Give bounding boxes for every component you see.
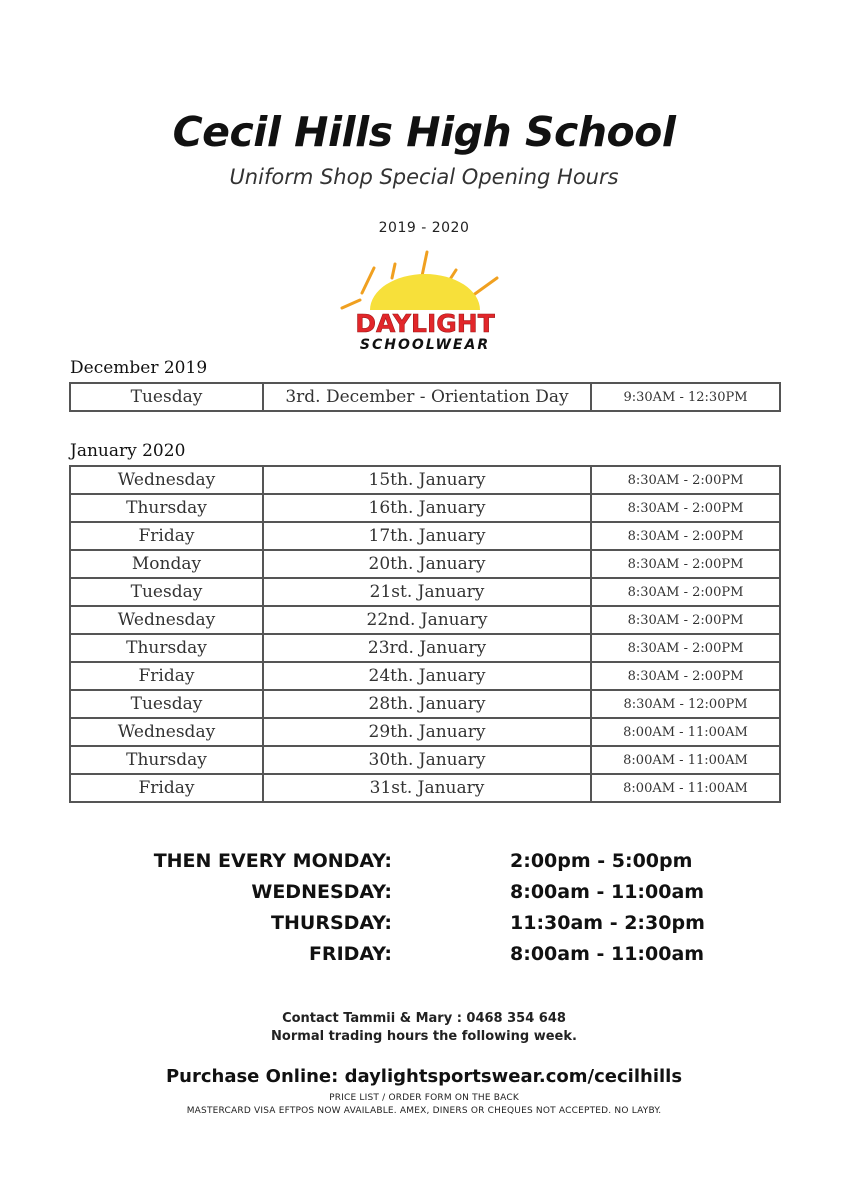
day-cell: Wednesday [70, 606, 263, 634]
normal-hours-note: Normal trading hours the following week. [271, 1029, 577, 1044]
schedule-row [0, 850, 848, 881]
day-cell: Thursday [70, 634, 263, 662]
december-heading: December 2019 [70, 358, 208, 378]
day-cell: Tuesday [70, 690, 263, 718]
date-cell: 29th. January [263, 718, 591, 746]
date-cell: 30th. January [263, 746, 591, 774]
schedule-day: FRIDAY: [308, 943, 392, 965]
contact-block [0, 1010, 848, 1046]
time-cell: 8:30AM - 12:00PM [591, 690, 780, 718]
table-row [70, 578, 780, 606]
date-cell: 24th. January [263, 662, 591, 690]
day-cell: Friday [70, 662, 263, 690]
schedule-day: WEDNESDAY: [251, 881, 392, 903]
table-row [70, 662, 780, 690]
schedule-day: THEN EVERY MONDAY: [153, 850, 392, 872]
page-title: Cecil Hills High School [172, 108, 676, 156]
ongoing-schedule [0, 850, 848, 974]
table-row [70, 718, 780, 746]
purchase-online: Purchase Online: daylightsportswear.com/cecilhills [165, 1066, 683, 1087]
payment-note: MASTERCARD VISA EFTPOS NOW AVAILABLE. AMEX, DINERS OR CHEQUES NOT ACCEPTED. NO LAYBY. [186, 1106, 662, 1116]
time-cell: 8:30AM - 2:00PM [591, 522, 780, 550]
december-table [69, 382, 781, 412]
schedule-time: 11:30am - 2:30pm [510, 912, 705, 934]
day-cell: Wednesday [70, 718, 263, 746]
date-cell: 20th. January [263, 550, 591, 578]
schedule-time: 2:00pm - 5:00pm [510, 850, 693, 872]
brand-line1: DAYLIGHT [355, 309, 495, 338]
time-cell: 9:30AM - 12:30PM [591, 383, 780, 411]
brand-line2: SCHOOLWEAR [359, 337, 491, 352]
date-cell: 17th. January [263, 522, 591, 550]
date-cell: 3rd. December - Orientation Day [263, 383, 591, 411]
schedule-row [0, 912, 848, 943]
table-row [70, 466, 780, 494]
date-cell: 16th. January [263, 494, 591, 522]
daylight-schoolwear-logo [322, 248, 528, 352]
year-range: 2019 - 2020 [378, 220, 470, 236]
schedule-row [0, 943, 848, 974]
time-cell: 8:30AM - 2:00PM [591, 550, 780, 578]
time-cell: 8:30AM - 2:00PM [591, 466, 780, 494]
time-cell: 8:30AM - 2:00PM [591, 662, 780, 690]
day-cell: Tuesday [70, 578, 263, 606]
date-cell: 28th. January [263, 690, 591, 718]
day-cell: Monday [70, 550, 263, 578]
contact-line: Contact Tammii & Mary : 0468 354 648 [282, 1011, 566, 1026]
price-list-note: PRICE LIST / ORDER FORM ON THE BACK [329, 1093, 519, 1103]
table-row [70, 494, 780, 522]
table-row [70, 634, 780, 662]
day-cell: Friday [70, 522, 263, 550]
date-cell: 15th. January [263, 466, 591, 494]
table-row [70, 383, 780, 411]
january-heading: January 2020 [70, 441, 186, 461]
date-cell: 23rd. January [263, 634, 591, 662]
table-row [70, 746, 780, 774]
time-cell: 8:00AM - 11:00AM [591, 774, 780, 802]
time-cell: 8:30AM - 2:00PM [591, 634, 780, 662]
schedule-time: 8:00am - 11:00am [510, 943, 705, 965]
table-row [70, 522, 780, 550]
page-subtitle: Uniform Shop Special Opening Hours [229, 165, 619, 189]
schedule-row [0, 881, 848, 912]
day-cell: Thursday [70, 494, 263, 522]
time-cell: 8:30AM - 2:00PM [591, 494, 780, 522]
date-cell: 31st. January [263, 774, 591, 802]
day-cell: Tuesday [70, 383, 263, 411]
table-row [70, 690, 780, 718]
sun-icon [370, 274, 480, 310]
schedule-day: THURSDAY: [271, 912, 392, 934]
january-table [69, 465, 781, 803]
time-cell: 8:30AM - 2:00PM [591, 578, 780, 606]
table-row [70, 550, 780, 578]
table-row [70, 774, 780, 802]
table-row [70, 606, 780, 634]
day-cell: Friday [70, 774, 263, 802]
time-cell: 8:00AM - 11:00AM [591, 718, 780, 746]
schedule-time: 8:00am - 11:00am [510, 881, 705, 903]
time-cell: 8:00AM - 11:00AM [591, 746, 780, 774]
day-cell: Wednesday [70, 466, 263, 494]
day-cell: Thursday [70, 746, 263, 774]
date-cell: 21st. January [263, 578, 591, 606]
time-cell: 8:30AM - 2:00PM [591, 606, 780, 634]
date-cell: 22nd. January [263, 606, 591, 634]
